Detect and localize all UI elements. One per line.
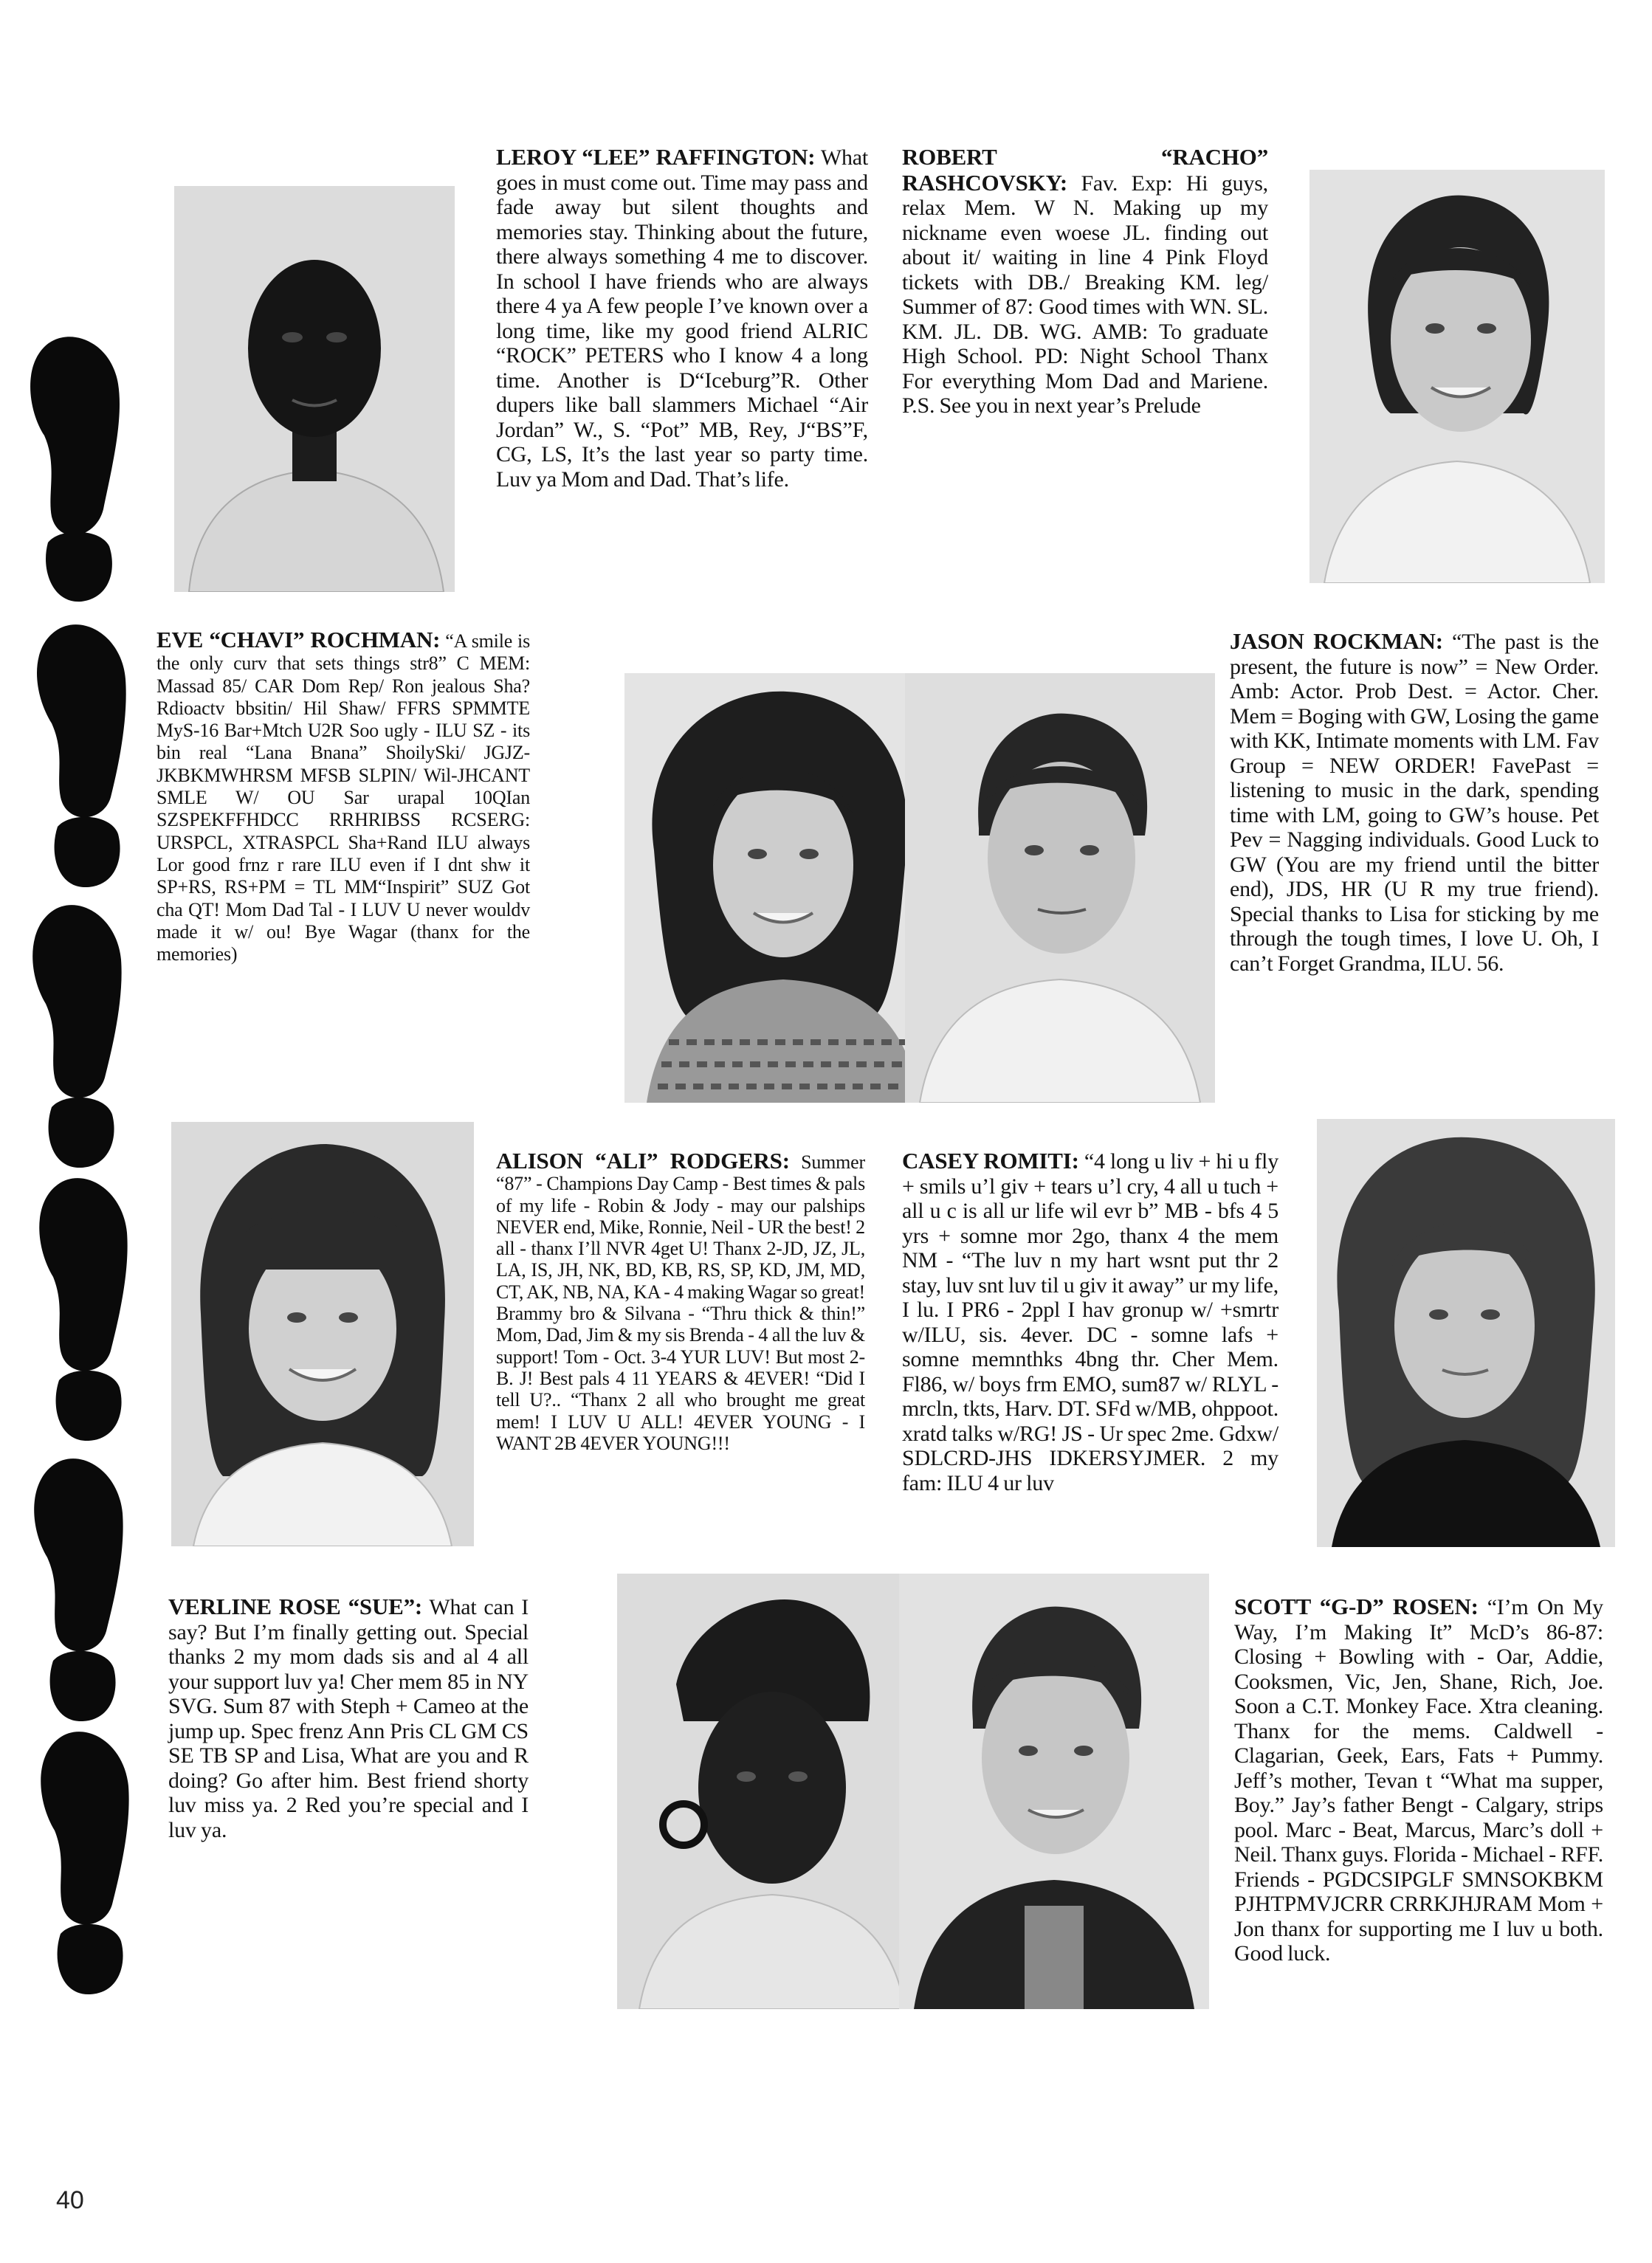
portrait-photo-rosen (899, 1574, 1209, 2009)
student-message: “4 long u liv + hi u fly + smils u’l giv + tears u’l cry, 4 all u tuch + all u c is all ur life wil evr b” MB - bfs 4 5 yrs + somne mor 2go, thanx 4 the mem NM - “The luv n my hart wsnt put thr 2 stay, luv snt luv til u giv it away” ur my life, I lu. I PR6 - 2ppl I hav gronup w/ +smrtr w/ILU, sis. 4ever. DC - somne lafs + somne memnthks 4bng thr. Cher Mem. Fl86, w/ boys frm EMO, sum87 w/ RLYL - mrcln, tkts, Harv. DT. SFd w/MB, ohppoot. xratd talks w/RG! JS - Ur spec 2me. Gdxw/ SDLCRD-JHS IDKERSYJMER. 2 my fam: ILU 4 ur luv (902, 1149, 1278, 1495)
student-name: CASEY ROMITI: (902, 1148, 1079, 1174)
student-message: What can I say? But I’m finally getting out. Special thanks 2 my mom dads sis and al 4 all your support luv ya! Cher mem 85 in NY SVG. Sum 87 with Steph + Cameo at the jump up. Spec frenz Ann Pris CL GM CS SE TB SP and Lisa, What are you and R doing? Go after him. Best friend shorty luv miss ya. 2 Red you’re special and I luv ya. (168, 1595, 529, 1842)
page-number: 40 (56, 2186, 84, 2214)
bio-rashcovsky (902, 145, 1268, 418)
bio-romiti (902, 1148, 1278, 1495)
student-message: Summer “87” - Champions Day Camp - Best times & pals of my life - Robin & Jody - may our palships NEVER end, Mike, Ronnie, Neil - UR the best! 2 all - thanx I’ll NVR 4get U! Thanx 2-JD, JZ, JL, LA, IS, JH, NK, BD, KB, RS, SP, KD, JM, MD, CT, AK, NB, NA, KA - 4 making Wagar so great! Brammy bro & Silvana - “Thru thick & thin!” Mom, Dad, Jim & my sis Brenda - 4 all the luv & support! Tom - Oct. 3-4 YUR LUV! But most 2-B. J! Best pals 4 11 YEARS & 4EVER! “Did I tell U?.. “Thanx 2 all who brought me great mem! I LUV U ALL! 4EVER YOUNG - I WANT 2B 4EVER YOUNG!!! (496, 1151, 865, 1454)
portrait-photo-rashcovsky (1309, 170, 1605, 583)
student-message: “I’m On My Way, I’m Making It” McD’s 86-87: Closing + Bowling with - Oar, Addie, Cooksmen, Vic, Jen, Shane, Rich, Joe. Soon a C.T. Monkey Face. Xtra cleaning. Thanx for the mems. Caldwell - Clagarian, Geek, Ears, Fats + Pummy. Jeff’s mother, Tevan t “What ma supper, Boy.” Jay’s father Bengt - Calgary, strips pool. Marc - Beat, Marcus, Marc’s doll + Neil. Thanx guys. Florida - Michael - RFF. Friends - PGDCSIPGLF SMNSOKBKM PJHTPMVJCRR CRRKJHJRAM Mom + Jon thanx for supporting me I luv u both. Good luck. (1234, 1595, 1603, 1966)
student-message: What goes in must come out. Time may pass and fade away but silent thoughts and memories stay. Thinking about the future, there always something 4 me to discover. In school I have friends who are always there 4 ya A few people I’ve known over a long time, like my good friend ALRIC “ROCK” PETERS who I know 4 a long time. Another is D“Iceburg”R. Other dupers like ball slammers Michael “Air Jordan” W., S. “Pot” MB, Rey, J“BS”F, CG, LS, It’s the last year so party time. Luv ya Mom and Dad. That’s life. (496, 145, 868, 492)
student-name: LEROY “LEE” RAFFINGTON: (496, 144, 816, 170)
portrait-photo-rochman-eve (624, 673, 935, 1103)
bio-rodgers (496, 1150, 865, 1454)
footprint-trail-decoration (0, 0, 192, 2263)
footprint-icon (39, 1178, 127, 1441)
student-name: SCOTT “G-D” ROSEN: (1234, 1594, 1479, 1619)
portrait-photo-rockman-jason (905, 673, 1215, 1103)
portrait-photo-romiti (1317, 1119, 1615, 1547)
student-message: “The past is the present, the future is now” = New Order. Amb: Actor. Prob Dest. = Actor. Cher. Mem = Boging with GW, Losing the game with KK, Intimate moments with LM. Fav Group = NEW ORDER! FavePast = listening to music in the dark, spending time with LM, going to GW’s house. Pet Pev = Nagging individuals. Good Luck to GW (You are my friend until the bitter end), JDS, HR (U R my true friend). Special thanks to Lisa for sticking by me through the tough times, I love U. Oh, I can’t Forget Grandma, ILU. 56. (1230, 630, 1599, 976)
portrait-photo-raffington (174, 186, 455, 592)
bio-rochman-eve (156, 629, 530, 965)
bio-verline (168, 1594, 529, 1842)
student-name: JASON ROCKMAN: (1230, 628, 1443, 654)
bio-rosen (1234, 1594, 1603, 1966)
student-name: ALISON “ALI” RODGERS: (496, 1148, 790, 1174)
portrait-photo-rodgers (171, 1122, 474, 1546)
footprint-icon (30, 337, 120, 602)
portrait-photo-verline (617, 1574, 927, 2009)
student-message: “A smile is the only curv that sets things str8” C MEM: Massad 85/ CAR Dom Rep/ Ron jealous Sha? Rdioactv bbsitin/ Hil Shaw/ FFRS SPMMTE MyS-16 Bar+Mtch U2R Soo ugly - ILU SZ - its bin real “Lana Bnana” ShoilySki/ JGJZ-JKBKMWHRSM MFSB SLPIN/ Wil-JHCANT SMLE W/ OU Sar urapal 10QIan SZSPEKFFHDCC RRHRIBSS RCSERG: URSPCL, XTRASPCL Sha+Rand ILU always Lor good frnz r rare ILU even if I dnt shw it SP+RS, RS+PM = TL MM“Inspirit” SUZ Got cha QT! Mom Dad Tal - I LUV U never wouldv made it w/ ou! Bye Wagar (thanx for the memories) (156, 630, 530, 965)
footprint-icon (41, 1732, 128, 1994)
footprint-icon (34, 1458, 123, 1721)
student-name: EVE “CHAVI” ROCHMAN: (156, 627, 441, 652)
footprint-icon (32, 905, 121, 1168)
student-message: Fav. Exp: Hi guys, relax Mem. W N. Making up my nickname even woese JL. finding out about it/ waiting in line 4 Pink Floyd tickets with DB./ Breaking KM. leg/ Summer of 87: Good times with WN. SL. KM. JL. DB. WG. AMB: To graduate High School. PD: Night School Thanx For everything Mom Dad and Mariene. P.S. See you in next year’s Prelude (902, 170, 1268, 418)
footprint-icon (37, 624, 126, 887)
student-name: ROBERT “RACHO” RASHCOVSKY: (902, 144, 1268, 196)
student-name: VERLINE ROSE “SUE”: (168, 1594, 423, 1619)
bio-rockman-jason (1230, 629, 1599, 976)
bio-raffington (496, 145, 868, 492)
